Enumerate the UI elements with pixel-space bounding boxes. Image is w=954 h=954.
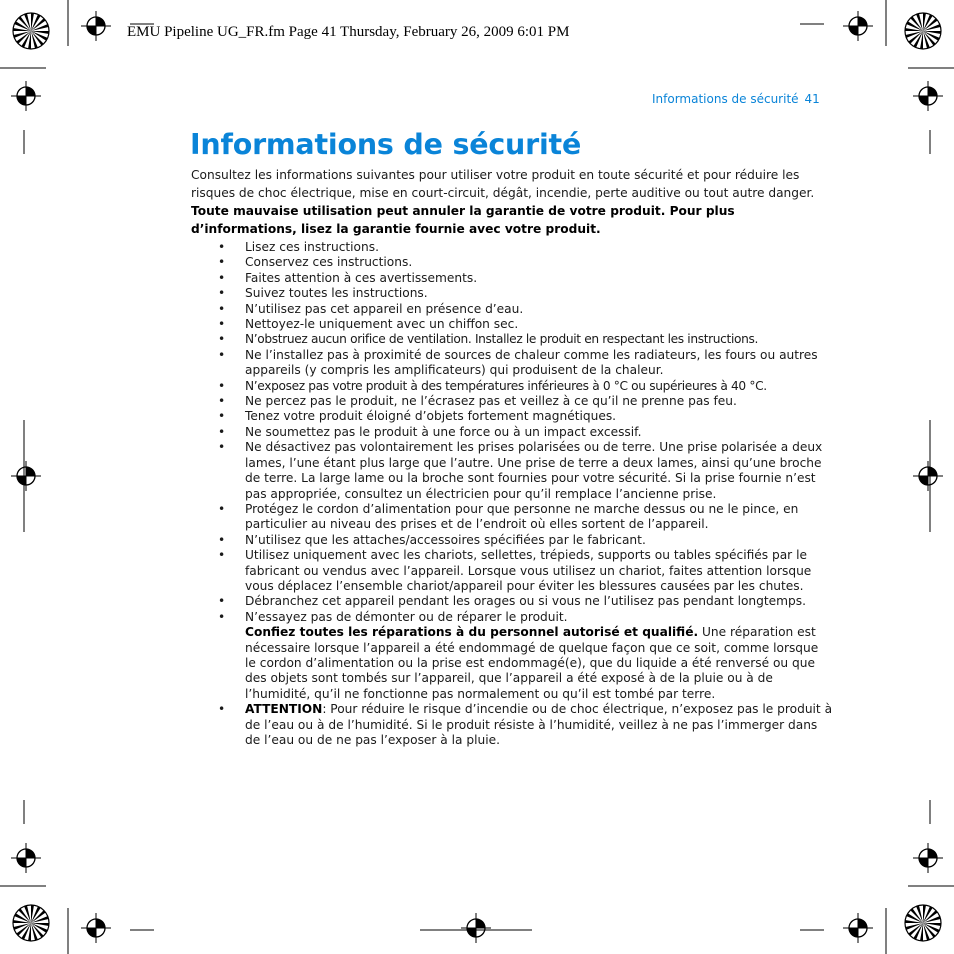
repair-bold-text: Confiez toutes les réparations à du personnel autorisé et qualifié. [245, 625, 699, 640]
intro-warranty-warning: Toute mauvaise utilisation peut annuler la garantie de votre produit. Pour plus d’informations, lisez la garantie fournie avec votre produit. [191, 204, 735, 236]
running-head-title: Informations de sécurité [652, 92, 799, 106]
list-item [191, 286, 833, 301]
repair-text: N’essayez pas de démonter ou de réparer le produit. [245, 609, 568, 624]
list-item-text: Débranchez cet appareil pendant les orages ou si vous ne l’utilisez pas pendant longtemps. [245, 594, 807, 609]
registration-mark-right-middle [913, 461, 943, 491]
list-item-text: N’exposez pas votre produit à des températures inférieures à 0 °C ou supérieures à 40 °C. [245, 378, 767, 393]
list-item [191, 379, 833, 394]
safety-instructions-list [191, 240, 833, 748]
list-item-text: Ne l’installez pas à proximité de sources de chaleur comme les radiateurs, les fours ou autres appareils (y compris les amplificateurs) qui produisent de la chaleur. [245, 347, 818, 378]
list-item-text: N’utilisez pas cet appareil en présence d’eau. [245, 301, 524, 316]
list-item [191, 425, 833, 440]
page-number: 41 [804, 92, 820, 106]
registration-mark-bottom-left [81, 913, 111, 943]
list-item-text: Tenez votre produit éloigné d’objets fortement magnétiques. [245, 409, 617, 424]
list-item-text: Utilisez uniquement avec les chariots, sellettes, trépieds, supports ou tables spécifiés par le fabricant ou vendus avec l’appareil. Lorsque vous utilisez un chariot, faites attention lorsque vous déplacez l’ensemble chariot/appareil pour éviter les blessures causées par les chutes. [245, 548, 812, 593]
list-item [191, 271, 833, 286]
registration-mark-left-lower [11, 843, 41, 873]
list-item [191, 302, 833, 317]
registration-mark-top-left [81, 11, 111, 41]
registration-mark-bottom-right [843, 913, 873, 943]
star-target-bottom-right [905, 905, 941, 941]
list-item-text: Protégez le cordon d’alimentation pour que personne ne marche dessus ou ne le pince, en particulier au niveau des prises et de l’endroit où elles sortent de l’appareil. [245, 501, 799, 532]
list-item-text: N’utilisez que les attaches/accessoires spécifiées par le fabricant. [245, 532, 646, 547]
registration-mark-bottom-middle [461, 913, 491, 943]
list-item [191, 332, 833, 347]
list-item-attention [191, 702, 833, 748]
list-item [191, 533, 833, 548]
list-item [191, 594, 833, 609]
list-item-text: Nettoyez-le uniquement avec un chiffon sec. [245, 317, 519, 332]
list-item [191, 502, 833, 533]
slug-line: EMU Pipeline UG_FR.fm Page 41 Thursday, February 26, 2009 6:01 PM [127, 24, 570, 40]
list-item-text: Ne désactivez pas volontairement les prises polarisées ou de terre. Une prise polarisée a deux lames, l’une étant plus large que l’autre. Une prise de terre a deux lames, ainsi qu’une broche de terre. La large lame ou la broche sont fournies pour votre sécurité. Si la prise fournie n’est pas appropriée, consultez un électricien pour qu’il remplace l’ancienne prise. [245, 440, 823, 501]
intro-paragraph [191, 166, 831, 238]
list-item [191, 548, 833, 594]
running-head [652, 92, 820, 106]
page-title: Informations de sécurité [190, 128, 582, 161]
list-item [191, 394, 833, 409]
registration-mark-right-upper [913, 81, 943, 111]
star-target-top-left [13, 13, 49, 49]
attention-text: : Pour réduire le risque d’incendie ou de choc électrique, n’exposez pas le produit à de l’eau ou à de l’humidité. Si le produit résiste à l’humidité, veillez à ne pas l’immerger dans de l’eau ou de ne pas l’exposer à la pluie. [245, 702, 833, 747]
repair-rest-text: Une réparation est nécessaire lorsque l’appareil a été endommagé de quelque façon que ce soit, comme lorsque le cordon d’alimentation ou la prise est endommagé(e), que du liquide a été renversé ou que des objets sont tombés sur l’appareil, que l’appareil a été exposé à de la pluie ou à de l’humidité, qu’il ne fonctionne pas normalement ou qu’il est tombé par terre. [245, 625, 819, 701]
intro-text: Consultez les informations suivantes pour utiliser votre produit en toute sécurité et pour réduire les risques de choc électrique, mise en court-circuit, dégât, incendie, perte auditive ou tout autre danger. [191, 168, 815, 200]
list-item-text: Ne percez pas le produit, ne l’écrasez pas et veillez à ce qu’il ne prenne pas feu. [245, 394, 737, 409]
list-item-text: Faites attention à ces avertissements. [245, 270, 478, 285]
star-target-bottom-left [13, 905, 49, 941]
list-item-text: Suivez toutes les instructions. [245, 286, 428, 301]
registration-mark-top-right [843, 11, 873, 41]
registration-mark-right-lower [913, 843, 943, 873]
list-item [191, 255, 833, 270]
list-item [191, 440, 833, 502]
list-item [191, 348, 833, 379]
list-item-text: Conservez ces instructions. [245, 255, 413, 270]
star-target-top-right [905, 13, 941, 49]
registration-mark-left-upper [11, 81, 41, 111]
list-item-repair [191, 610, 833, 702]
attention-label: ATTENTION [245, 702, 323, 717]
list-item-text: Ne soumettez pas le produit à une force ou à un impact excessif. [245, 424, 642, 439]
registration-mark-left-middle [11, 461, 41, 491]
list-item-text: N’obstruez aucun orifice de ventilation. Installez le produit en respectant les instructions. [245, 332, 758, 347]
list-item [191, 240, 833, 255]
list-item [191, 317, 833, 332]
list-item [191, 409, 833, 424]
list-item-text: Lisez ces instructions. [245, 240, 379, 254]
